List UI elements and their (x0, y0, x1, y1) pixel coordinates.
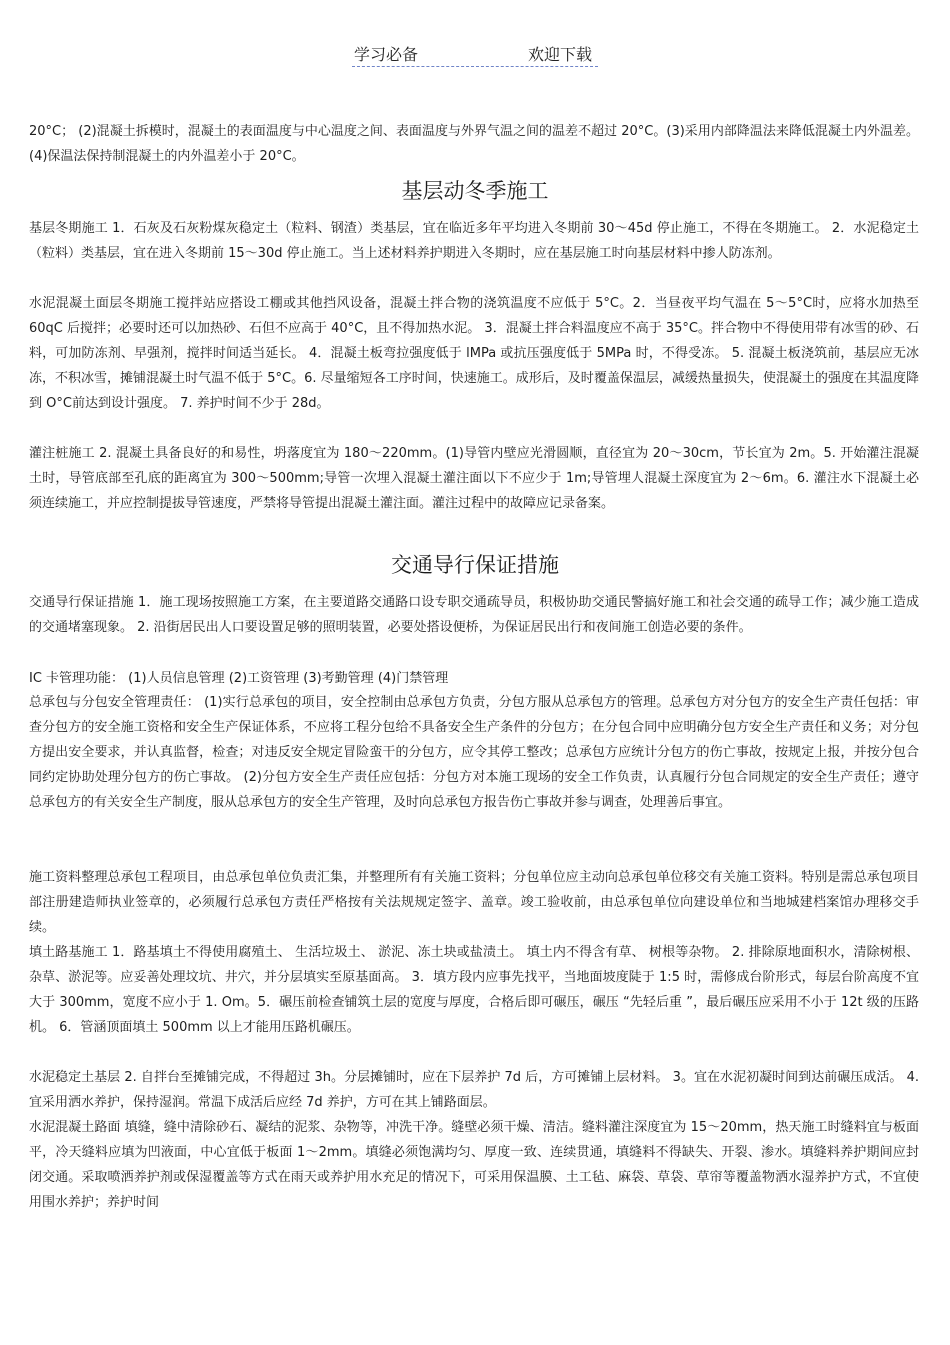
paragraph-documents: 施工资料整理总承包工程项目，由总承包单位负责汇集，并整理所有有关施工资料；分包单位应主动向总承包单位移交有关施工资料。特别是需总承包项目部注册建造师执业签章的，必须履行总承包方责任严格按有关法规规定签字、盖章。竣工验收前，由总承包单位向建设单位和当地城建档案馆办理移交手续。 (29, 870, 919, 935)
paragraph-base-winter: 基层冬期施工 1．石灰及石灰粉煤灰稳定土（粒料、钢渣）类基层，宜在临近多年平均进入冬期前 30～45d 停止施工，不得在冬期施工。 2．水泥稳定土（粒料）类基层，宜在进入冬期前 15～30d 停止施工。当上述材料养护期进入冬期时，应在基层施工时向基层材料中掺人防冻剂。 (29, 221, 919, 261)
paragraph-cement-base: 水泥稳定土基层 2. 自拌台至摊铺完成，不得超过 3h。分层摊铺时，应在下层养护 7d 后，方可摊铺上层材料。 3。宜在水泥初凝时间到达前碾压成活。 4. 宜采用洒水养护，保持湿润。常温下成活后应经 7d 养护，方可在其上铺路面层。 (29, 1070, 919, 1110)
paragraph-ic-card: IC 卡管理功能： (1)人员信息管理 (2)工资管理 (3)考勤管理 (4)门禁管理 (29, 671, 449, 686)
header-right-text: 欢迎下载 (527, 45, 592, 64)
paragraph-pile-casting: 灌注桩施工 2. 混凝土具备良好的和易性，坍落度宜为 180～220mm。(1)导管内壁应光滑圆顺，直径宜为 20～30cm，节长宜为 2m。5. 开始灌注混凝土时，导管底部至孔底的距离宜为 300～500mm;导管一次埋入混凝土灌注面以下不应少于 1m;导管埋人混凝土深度宜为 2～6m。6. 灌注水下混凝土必须连续施工，并应控制提拔导管速度，严禁将导管提出混凝土灌注面。灌注过程中的故障应记录备案。 (29, 446, 919, 511)
section-title-base-winter: 基层动冬季施工 (401, 179, 549, 203)
paragraph-safety-responsibility: 总承包与分包安全管理责任： (1)实行总承包的项目，安全控制由总承包方负责，分包方服从总承包方的管理。总承包方对分包方的安全生产责任包括：审查分包方的安全施工资格和安全生产保证体系，不应将工程分包给不具备安全生产条件的分包方；在分包合同中应明确分包方安全生产责任和义务；对分包方提出安全要求，并认真监督，检查；对违反安全规定冒险蛮干的分包方，应令其停工整改；总承包方应统计分包方的伤亡事故，按规定上报，并按分包合同约定协助处理分包方的伤亡事故。 (2)分包方安全生产责任应包括：分包方对本施工现场的安全工作负责，认真履行分包合同规定的安全生产责任；遵守总承包方的有关安全生产制度，服从总承包方的安全生产管理，及时向总承包方报告伤亡事故并参与调查，处理善后事宜。 (29, 695, 919, 810)
paragraph-concrete-pavement: 水泥混凝土路面 填缝，缝中清除砂石、凝结的泥浆、杂物等，冲洗干净。缝壁必须干燥、清洁。缝料灌注深度宜为 15～20mm，热天施工时缝料宜与板面平，冷天缝料应填为凹液面，中心宜低于板面 1～2mm。填缝必须饱满均匀、厚度一致、连续贯通，填缝料不得缺失、开裂、渗水。填缝料养护期间应封闭交通。采取喷洒养护剂或保湿覆盖等方式在雨天或养护用水充足的情况下，可采用保温膜、土工毡、麻袋、草袋、草帘等覆盖物洒水湿养护方式，不宜使用围水养护；养护时间 (29, 1120, 919, 1210)
paragraph-fill-subgrade: 填土路基施工 1．路基填土不得使用腐殖土、 生活垃圾土、 淤泥、冻土块或盐渍土。 填土内不得含有草、 树根等杂物。 2. 排除原地面积水，清除树根、杂草、淤泥等。应妥善处理坟坑、井穴，并分层填实至原基面高。 3．填方段内应事先找平，当地面坡度陡于 1:5 时，需修成台阶形式，每层台阶高度不宜大于 300mm，宽度不应小于 1. Om。5．碾压前检查铺筑土层的宽度与厚度，合格后即可碾压，碾压 “先轻后重 ”，最后碾压应采用不小于 12t 级的压路机。 6．管涵顶面填土 500mm 以上才能用压路机碾压。 (29, 945, 919, 1035)
paragraph-temperature: 20°C； (2)混凝土拆模时，混凝土的表面温度与中心温度之间、表面温度与外界气温之间的温差不超过 20°C。(3)采用内部降温法来降低混凝土内外温差。 (4)保温法保持制混凝土的内外温差小于 20°C。 (29, 124, 919, 164)
paragraph-concrete-winter: 水泥混凝土面层冬期施工搅拌站应搭设工棚或其他挡风设备，混凝土拌合物的浇筑温度不应低于 5°C。2．当昼夜平均气温在 5～5°C时，应将水加热至 60qC 后搅拌；必要时还可以加热砂、石但不应高于 40°C，且不得加热水泥。 3．混凝土拌合料温度应不高于 35°C。拌合物中不得使用带有冰雪的砂、石料，可加防冻剂、早强剂，搅拌时间适当延长。 4．混凝土板弯拉强度低于 lMPa 或抗压强度低于 5MPa 时，不得受冻。 5. 混凝土板浇筑前，基层应无冰冻，不积冰雪，摊铺混凝土时气温不低于 5°C。6. 尽量缩短各工序时间，快速施工。成形后，及时覆盖保温层，减缓热量损失，使混凝土的强度在其温度降到 O°C前达到设计强度。 7. 养护时间不少于 28d。 (29, 296, 919, 411)
paragraph-traffic: 交通导行保证措施 1．施工现场按照施工方案，在主要道路交通路口设专职交通疏导员，积极协助交通民警搞好施工和社会交通的疏导工作；减少施工造成的交通堵塞现象。 2. 沿街居民出人口要设置足够的照明装置，必要处搭设便桥，为保证居民出行和夜间施工创造必要的条件。 (29, 595, 919, 635)
section-title-traffic: 交通导行保证措施 (391, 553, 559, 577)
header-left-text: 学习必备 (354, 45, 419, 64)
page-header (352, 40, 598, 67)
